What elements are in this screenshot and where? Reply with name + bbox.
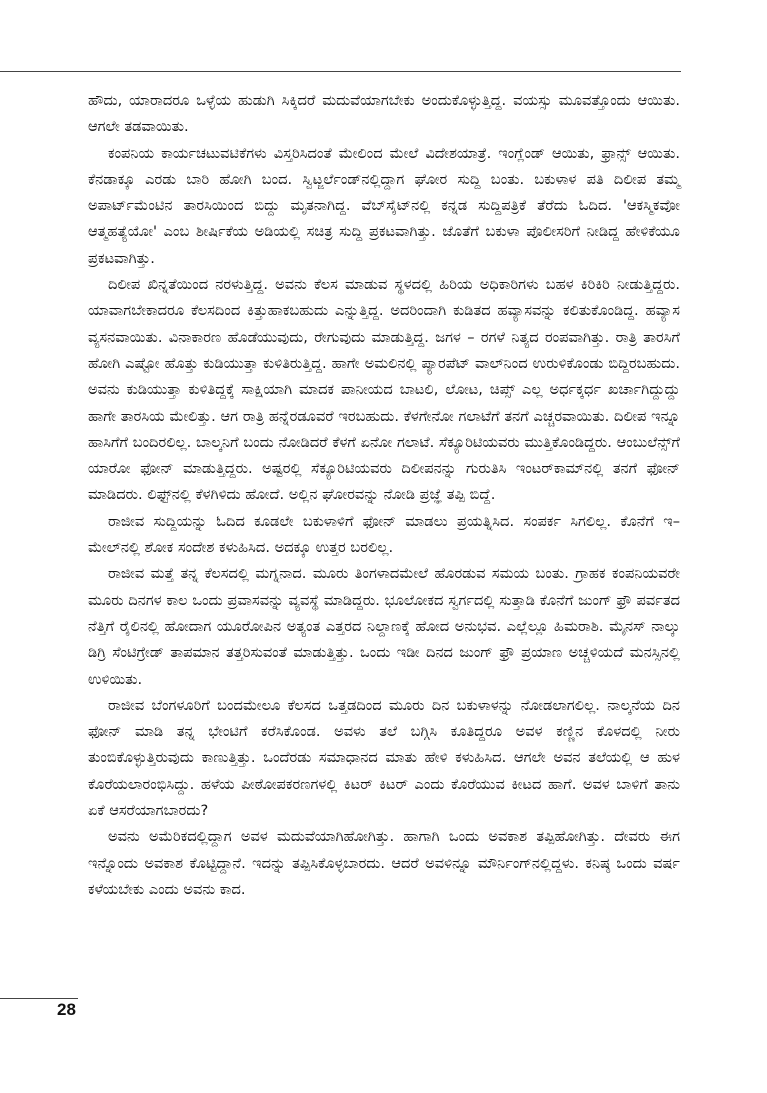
paragraph: ರಾಜೀವ ಬೆಂಗಳೂರಿಗೆ ಬಂದಮೇಲೂ ಕೆಲಸದ ಒತ್ತಡದಿಂದ ಮೂರು ದಿನ ಬಕುಳಾಳನ್ನು ನೋಡಲಾಗಲಿಲ್ಲ. ನಾಲ್ಕನೆಯ ದಿನ ಫೋನ್ ಮಾಡಿ ತನ್ನ ಭೇಂಟಿಗೆ ಕರೆಸಿಕೊಂಡ. ಅವಳು ತಲೆ ಬಗ್ಗಿಸಿ ಕೂತಿದ್ದರೂ ಅವಳ ಕಣ್ಣಿನ ಕೊಳದಲ್ಲಿ ನೀರು ತುಂಬಿಕೊಳ್ಳುತ್ತಿರುವುದು ಕಾಣುತ್ತಿತ್ತು. ಒಂದೆರಡು ಸಮಾಧಾನದ ಮಾತು ಹೇಳಿ ಕಳುಹಿಸಿದ. ಆಗಲೇ ಅವನ ತಲೆಯಲ್ಲಿ ಆ ಹುಳ ಕೊರೆಯಲಾರಂಭಿಸಿದ್ದು. ಹಳೆಯ ಪೀಠೋಪಕರಣಗಳಲ್ಲಿ ಕಿಟರ್ ಕಿಟರ್ ಎಂದು ಕೊರೆಯುವ ಕೀಟದ ಹಾಗೆ. ಅವಳ ಬಾಳಿಗೆ ತಾನು ಏಕೆ ಆಸರೆಯಾಗಬಾರದು? [88,696,680,820]
page-number: 28 [57,1000,76,1019]
paragraph: ರಾಜೀವ ಮತ್ತೆ ತನ್ನ ಕೆಲಸದಲ್ಲಿ ಮಗ್ನನಾದ. ಮೂರು ತಿಂಗಳಾದಮೇಲೆ ಹೊರಡುವ ಸಮಯ ಬಂತು. ಗ್ರಾಹಕ ಕಂಪನಿಯವರೇ ಮೂರು ದಿನಗಳ ಕಾಲ ಒಂದು ಪ್ರವಾಸವನ್ನು ವ್ಯವಸ್ಥೆ ಮಾಡಿದ್ದರು. ಭೂಲೋಕದ ಸ್ವರ್ಗದಲ್ಲಿ ಸುತ್ತಾಡಿ ಕೊನೆಗೆ ಜುಂಗ್ ಫ್ರೌ ಪರ್ವತದ ನೆತ್ತಿಗೆ ರೈಲಿನಲ್ಲಿ ಹೋದಾಗ ಯೂರೋಪಿನ ಅತ್ಯಂತ ಎತ್ತರದ ನಿಲ್ದಾಣಕ್ಕೆ ಹೋದ ಅನುಭವ. ಎಲ್ಲೆಲ್ಲೂ ಹಿಮರಾಶಿ. ಮೈನಸ್ ನಾಲ್ಕು ಡಿಗ್ರಿ ಸೆಂಟಿಗ್ರೇಡ್ ತಾಪಮಾನ ತತ್ತರಿಸುವಂತೆ ಮಾಡುತ್ತಿತ್ತು. ಒಂದು ಇಡೀ ದಿನದ ಜುಂಗ್ ಫ್ರೌ ಪ್ರಯಾಣ ಅಚ್ಚಳಿಯದೆ ಮನಸ್ಸಿನಲ್ಲಿ ಉಳಿಯಿತು. [88,565,681,688]
paragraph: ಕಂಪನಿಯ ಕಾರ್ಯಚಟುವಟಿಕೆಗಳು ವಿಸ್ತರಿಸಿದಂತೆ ಮೇಲಿಂದ ಮೇಲೆ ವಿದೇಶಯಾತ್ರೆ. ಇಂಗ್ಲೆಂಡ್ ಆಯಿತು, ಫ್ರಾನ್ಸ್ ಆಯಿತು. ಕೆನಡಾಕ್ಕೂ ಎರಡು ಬಾರಿ ಹೋಗಿ ಬಂದ. ಸ್ವಿಟ್ಜರ್ಲೆಂಡ್‌ನಲ್ಲಿದ್ದಾಗ ಘೋರ ಸುದ್ದಿ ಬಂತು. ಬಕುಳಾಳ ಪತಿ ದಿಲೀಪ ತಮ್ಮ ಅಪಾರ್ಟ್‌ಮೆಂಟಿನ ತಾರಸಿಯಿಂದ ಬಿದ್ದು ಮೃತನಾಗಿದ್ದ. ವೆಬ್‌ಸೈಟ್‌ನಲ್ಲಿ ಕನ್ನಡ ಸುದ್ದಿಪತ್ರಿಕೆ ತೆರೆದು ಓದಿದ. 'ಆಕಸ್ಮಿಕವೋ ಆತ್ಮಹತ್ಯೆಯೋ' ಎಂಬ ಶೀರ್ಷಿಕೆಯ ಅಡಿಯಲ್ಲಿ ಸಚಿತ್ರ ಸುದ್ದಿ ಪ್ರಕಟವಾಗಿತ್ತು. ಜೊತೆಗೆ ಬಕುಳಾ ಪೊಲೀಸರಿಗೆ ನೀಡಿದ್ದ ಹೇಳಿಕೆಯೂ ಪ್ರಕಟವಾಗಿತ್ತು. [88,144,680,267]
paragraph: ಹೌದು, ಯಾರಾದರೂ ಒಳ್ಳೆಯ ಹುಡುಗಿ ಸಿಕ್ಕಿದರೆ ಮದುವೆಯಾಗಬೇಕು ಅಂದುಕೊಳ್ಳುತ್ತಿದ್ದ. ವಯಸ್ಸು ಮೂವತ್ತೊಂದು ಆಯಿತು. ಆಗಲೇ ತಡವಾಯಿತು. [88,92,680,136]
paragraph: ದಿಲೀಪ ಖಿನ್ನತೆಯಿಂದ ನರಳುತ್ತಿದ್ದ. ಅವನು ಕೆಲಸ ಮಾಡುವ ಸ್ಥಳದಲ್ಲಿ ಹಿರಿಯ ಅಧಿಕಾರಿಗಳು ಬಹಳ ಕಿರಿಕಿರಿ ನೀಡುತ್ತಿದ್ದರು. ಯಾವಾಗಬೇಕಾದರೂ ಕೆಲಸದಿಂದ ಕಿತ್ತುಹಾಕಬಹುದು ಎನ್ನುತ್ತಿದ್ದ. ಅದರಿಂದಾಗಿ ಕುಡಿತದ ಹವ್ಯಾಸವನ್ನು ಕಲಿತುಕೊಂಡಿದ್ದ. ಹವ್ಯಾಸ ವ್ಯಸನವಾಯಿತು. ವಿನಾಕಾರಣ ಹೊಡೆಯುವುದು, ರೇಗುವುದು ಮಾಡುತ್ತಿದ್ದ. ಜಗಳ – ರಗಳೆ ನಿತ್ಯದ ರಂಪವಾಗಿತ್ತು. ರಾತ್ರಿ ತಾರಸಿಗೆ ಹೋಗಿ ಎಷ್ಟೋ ಹೊತ್ತು ಕುಡಿಯುತ್ತಾ ಕುಳಿತಿರುತ್ತಿದ್ದ. ಹಾಗೇ ಅಮಲಿನಲ್ಲಿ ಪ್ಯಾರಪೆಟ್ ವಾಲ್‌ನಿಂದ ಉರುಳಿಕೊಂಡು ಬಿದ್ದಿರಬಹುದು. ಅವನು ಕುಡಿಯುತ್ತಾ ಕುಳಿತಿದ್ದಕ್ಕೆ ಸಾಕ್ಷಿಯಾಗಿ ಮಾದಕ ಪಾನೀಯದ ಬಾಟಲಿ, ಲೋಟ, ಚಿಪ್ಸ್ ಎಲ್ಲ ಅರ್ಧಕ್ಕರ್ಧ ಖರ್ಚಾಗಿದ್ದುದ್ದು ಹಾಗೇ ತಾರಸಿಯ ಮೇಲಿತ್ತು. ಆಗ ರಾತ್ರಿ ಹನ್ನೆರಡೂವರೆ ಇರಬಹುದು. ಕೆಳಗೇನೋ ಗಲಾಟೆಗೆ ತನಗೆ ಎಚ್ಚರವಾಯಿತು. ದಿಲೀಪ ಇನ್ನೂ ಹಾಸಿಗೆಗೆ ಬಂದಿರಲಿಲ್ಲ. ಬಾಲ್ಕನಿಗೆ ಬಂದು ನೋಡಿದರೆ ಕೆಳಗೆ ಏನೋ ಗಲಾಟೆ. ಸೆಕ್ಯೂರಿಟಿಯವರು ಮುತ್ತಿಕೊಂಡಿದ್ದರು. ಆಂಬುಲೆನ್ಸ್‌ಗೆ ಯಾರೋ ಫೋನ್ ಮಾಡುತ್ತಿದ್ದರು. ಅಷ್ಟರಲ್ಲಿ ಸೆಕ್ಯೂರಿಟಿಯವರು ದಿಲೀಪನನ್ನು ಗುರುತಿಸಿ ಇಂಟರ್‌ಕಾಮ್‌ನಲ್ಲಿ ತನಗೆ ಫೋನ್ ಮಾಡಿದರು. ಲಿಫ್ಟ್‌ನಲ್ಲಿ ಕೆಳಗಿಳಿದು ಹೋದೆ. ಅಲ್ಲಿನ ಘೋರವನ್ನು ನೋಡಿ ಪ್ರಜ್ಞೆ ತಪ್ಪಿ ಬಿದ್ದೆ. [88,276,680,504]
header-rule [0,71,681,72]
paragraph: ರಾಜೀವ ಸುದ್ದಿಯನ್ನು ಓದಿದ ಕೂಡಲೇ ಬಕುಳಾಳಿಗೆ ಫೋನ್ ಮಾಡಲು ಪ್ರಯತ್ನಿಸಿದ. ಸಂಪರ್ಕ ಸಿಗಲಿಲ್ಲ. ಕೊನೆಗೆ ಇ–ಮೇಲ್‌ನಲ್ಲಿ ಶೋಕ ಸಂದೇಶ ಕಳುಹಿಸಿದ. ಅದಕ್ಕೂ ಉತ್ತರ ಬರಲಿಲ್ಲ. [88,512,680,557]
paragraph: ಅವನು ಅಮೆರಿಕದಲ್ಲಿದ್ದಾಗ ಅವಳ ಮದುವೆಯಾಗಿಹೋಗಿತ್ತು. ಹಾಗಾಗಿ ಒಂದು ಅವಕಾಶ ತಪ್ಪಿಹೋಗಿತ್ತು. ದೇವರು ಈಗ ಇನ್ನೊಂದು ಅವಕಾಶ ಕೊಟ್ಟಿದ್ದಾನೆ. ಇದನ್ನು ತಪ್ಪಿಸಿಕೊಳ್ಳಬಾರದು. ಆದರೆ ಅವಳಿನ್ನೂ ಮೌರ್ನಿಂಗ್‌ನಲ್ಲಿದ್ದಳು. ಕನಿಷ್ಠ ಒಂದು ವರ್ಷ ಕಳೆಯಬೇಕು ಎಂದು ಅವನು ಕಾದ. [88,828,680,898]
body-text [88,88,680,903]
footer-rule [0,998,78,999]
